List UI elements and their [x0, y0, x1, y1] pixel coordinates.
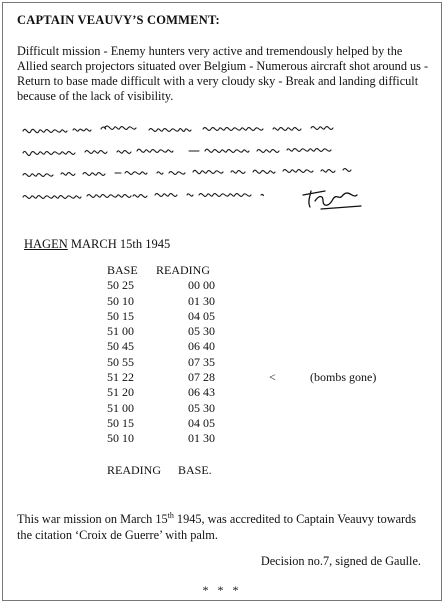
table-row	[107, 294, 407, 309]
accreditation-part-1: This war mission on March 15	[17, 512, 168, 527]
cell-reading: 07 28	[188, 370, 215, 385]
reading-table	[107, 263, 407, 447]
cell-base: 50 15	[107, 308, 134, 323]
table-row	[107, 385, 407, 400]
table-row	[107, 370, 407, 385]
cell-base: 50 10	[107, 431, 134, 446]
accreditation-part-2: 1945, was accredited to Captain Veauvy towards the citation ‘Croix de Guerre’ with palm.	[17, 512, 417, 543]
handwritten-comment	[21, 121, 381, 213]
cell-base: 50 15	[107, 415, 134, 430]
target-line	[24, 237, 170, 252]
cell-reading: 06 43	[188, 385, 215, 400]
cell-reading: 01 30	[188, 431, 215, 446]
cell-base: 51 20	[107, 385, 134, 400]
cell-base: 50 55	[107, 354, 134, 369]
accreditation-sup: th	[167, 511, 174, 520]
cell-base: 51 22	[107, 370, 134, 385]
table-row	[107, 278, 407, 293]
cell-reading: 01 30	[188, 293, 215, 308]
cell-base: 51 00	[107, 400, 134, 415]
table-body	[107, 278, 407, 446]
cell-base: 51 00	[107, 324, 134, 339]
table-row	[107, 401, 407, 416]
cell-base: 50 25	[107, 278, 134, 293]
cell-reading: 05 30	[188, 324, 215, 339]
cell-reading: 07 35	[188, 354, 215, 369]
table-row	[107, 355, 407, 370]
table-row	[107, 309, 407, 324]
table-row	[107, 339, 407, 354]
cell-reading: 04 05	[188, 415, 215, 430]
table-footer-labels	[107, 463, 212, 478]
table-row	[107, 324, 407, 339]
table-row	[107, 431, 407, 446]
footer-reading-label: READING	[107, 463, 161, 477]
document-page	[2, 2, 442, 601]
cell-base: 50 10	[107, 293, 134, 308]
footer-base-label: BASE.	[178, 463, 212, 477]
column-header-base: BASE	[107, 263, 138, 277]
cell-base: 50 45	[107, 339, 134, 354]
cell-note: (bombs gone)	[310, 370, 377, 385]
cell-reading: 05 30	[188, 400, 215, 415]
target-date: MARCH 15th 1945	[70, 237, 171, 251]
comment-heading: CAPTAIN VEAUVY’S COMMENT:	[17, 13, 220, 27]
decision-line: Decision no.7, signed de Gaulle.	[260, 554, 421, 568]
table-header-row	[107, 263, 407, 278]
cell-reading: 04 05	[188, 308, 215, 323]
column-header-reading: READING	[156, 263, 210, 277]
cell-reading: 06 40	[188, 339, 215, 354]
table-row	[107, 416, 407, 431]
typed-comment: Difficult mission - Enemy hunters very active and tremendously helped by the Allied search projectors situated over Belgium - Numerous aircraft shot around us - Return to base made difficult with a very cloudy sky - Break and landing difficult because of the lack of visibility.	[17, 44, 429, 103]
handwritten-comment-drawing	[21, 121, 381, 213]
target-place: HAGEN	[24, 237, 68, 251]
cell-mark: <	[269, 370, 276, 385]
cell-reading: 00 00	[188, 278, 215, 293]
section-separator: * * *	[202, 583, 242, 597]
signature	[303, 191, 361, 209]
accreditation-text	[17, 508, 431, 543]
